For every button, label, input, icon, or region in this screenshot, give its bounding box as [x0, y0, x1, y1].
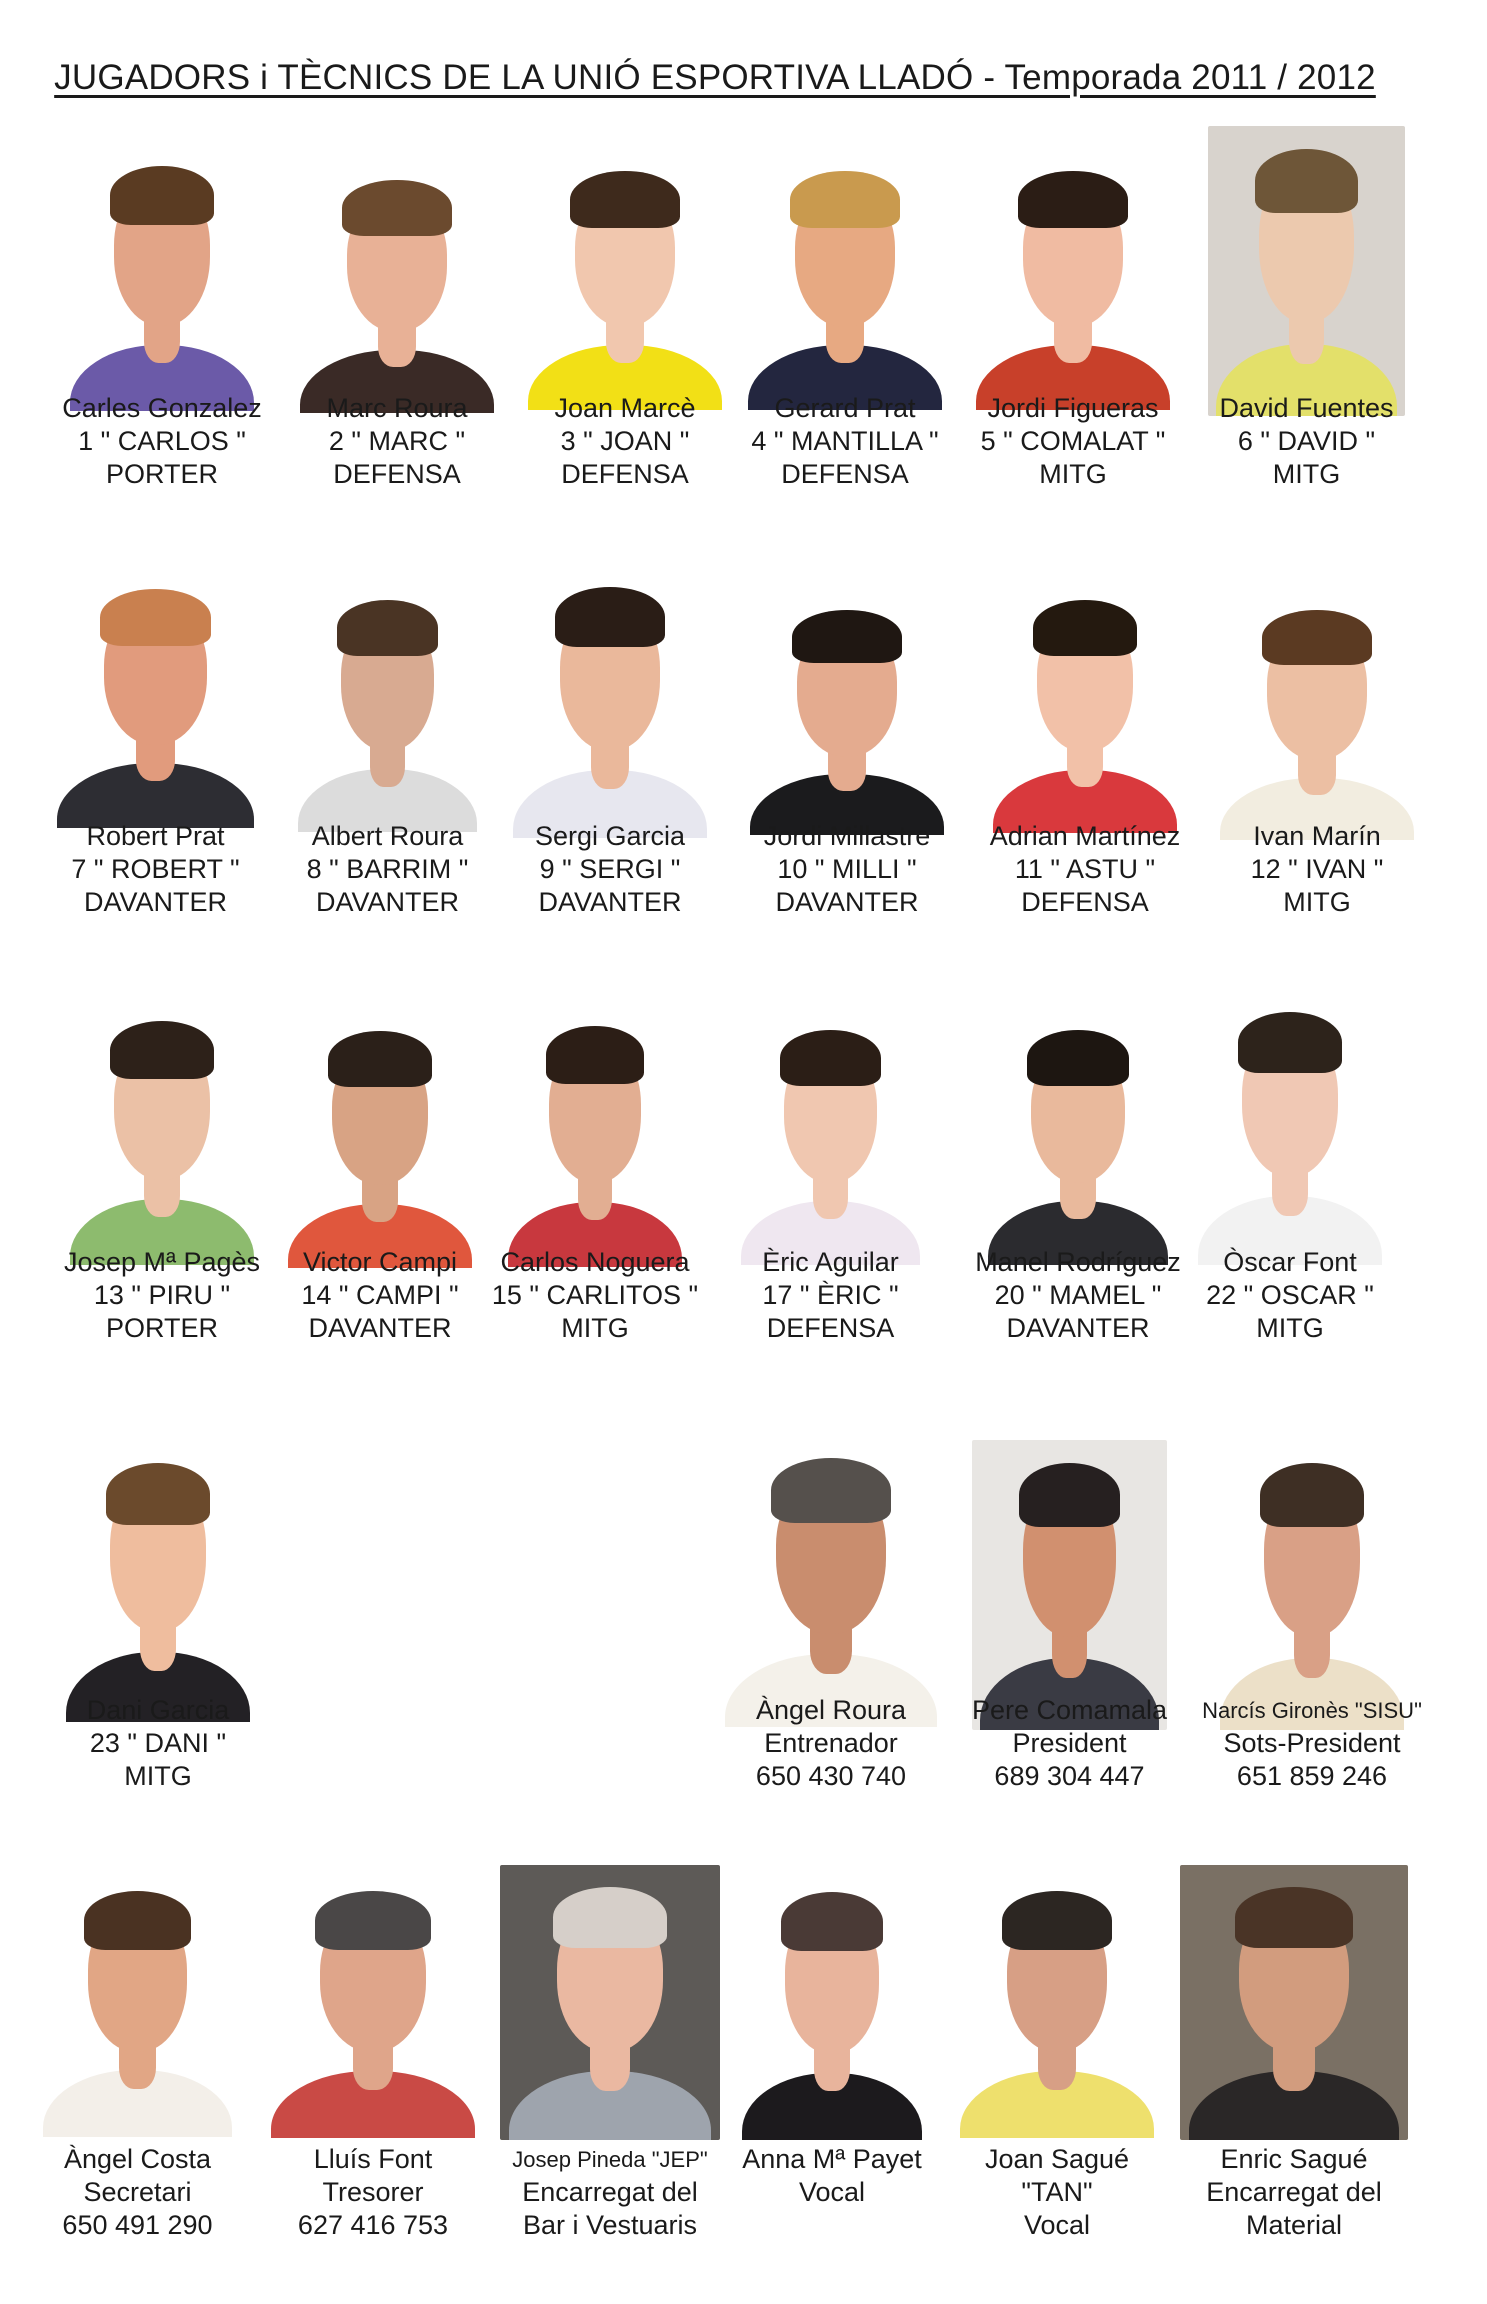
person-caption — [727, 820, 967, 919]
person-caption — [1174, 2143, 1414, 2242]
person-nickname-or-role: 3 " JOAN " — [560, 426, 690, 456]
person-position-or-phone: Vocal — [1023, 2210, 1091, 2240]
person-caption — [42, 1246, 282, 1345]
person-nickname-or-role: 14 " CAMPI " — [301, 1280, 459, 1310]
person-caption — [953, 392, 1193, 491]
person-photo — [292, 160, 502, 413]
person-nickname-or-role: 23 " DANI " — [89, 1728, 227, 1758]
person-name: Albert Roura — [311, 821, 464, 851]
person-photo — [1190, 990, 1390, 1265]
person-nickname-or-role: Sots-President — [1223, 1728, 1401, 1758]
person-photo — [62, 145, 262, 411]
person-nickname-or-role: Secretari — [83, 2177, 192, 2207]
person-name: Àngel Roura — [755, 1695, 907, 1725]
person-photo — [716, 1435, 946, 1727]
person-position-or-phone: MITG — [1283, 887, 1351, 917]
person-caption — [42, 392, 282, 491]
person-nickname-or-role: 1 " CARLOS " — [78, 426, 246, 456]
person-photo — [985, 580, 1185, 833]
person-position-or-phone: MITG — [1272, 459, 1341, 489]
person-nickname-or-role: 22 " OSCAR " — [1206, 1280, 1374, 1310]
person-nickname-or-role: 9 " SERGI " — [539, 854, 681, 884]
person-nickname-or-role: 5 " COMALAT " — [980, 426, 1166, 456]
person-photo — [952, 1870, 1162, 2138]
person-position-or-phone: DEFENSA — [766, 1313, 895, 1343]
person-caption — [937, 2143, 1177, 2242]
person-position-or-phone: MITG — [1256, 1313, 1324, 1343]
person-caption — [268, 820, 508, 919]
person-name: Manel Rodríguez — [975, 1247, 1181, 1277]
person-caption — [965, 820, 1205, 919]
person-photo — [1212, 1440, 1412, 1730]
person-nickname-or-role: 2 " MARC " — [328, 426, 466, 456]
person-photo — [62, 1000, 262, 1265]
person-nickname-or-role: Tresorer — [322, 2177, 424, 2207]
person-nickname-or-role: 7 " ROBERT " — [71, 854, 240, 884]
person-caption — [490, 820, 730, 919]
person-position-or-phone: PORTER — [105, 1313, 219, 1343]
person-position-or-phone: DEFENSA — [781, 459, 909, 489]
person-photo — [500, 1865, 720, 2140]
person-name: Carles Gonzalez — [62, 393, 262, 423]
person-position-or-phone: DAVANTER — [308, 1313, 452, 1343]
person-photo — [1208, 126, 1405, 416]
person-name: Èric Aguilar — [762, 1247, 899, 1277]
person-nickname-or-role: 15 " CARLITOS " — [491, 1280, 699, 1310]
person-name: Narcís Gironès "SISU" — [1202, 1698, 1422, 1723]
person-caption — [38, 1694, 278, 1793]
person-photo — [280, 1010, 480, 1268]
person-position-or-phone: DAVANTER — [538, 887, 682, 917]
person-nickname-or-role: "TAN" — [1021, 2177, 1093, 2207]
person-name: Josep Mª Pagès — [63, 1247, 261, 1277]
person-caption — [277, 392, 517, 491]
person-name: Carlos Noguera — [500, 1247, 690, 1277]
person-photo — [1180, 1865, 1408, 2140]
person-name: Àngel Costa — [63, 2144, 212, 2174]
person-photo — [968, 150, 1178, 410]
person-position-or-phone: MITG — [561, 1313, 629, 1343]
person-caption — [260, 1246, 500, 1345]
person-name: Pere Comamala — [971, 1695, 1168, 1725]
person-name: David Fuentes — [1219, 393, 1394, 423]
person-name: Lluís Font — [313, 2144, 433, 2174]
person-caption — [1192, 1694, 1432, 1793]
person-photo — [742, 590, 952, 835]
person-name: Adrian Martínez — [989, 821, 1181, 851]
person-photo — [290, 580, 485, 832]
person-caption — [711, 1694, 951, 1793]
person-position-or-phone: MITG — [1039, 459, 1107, 489]
person-name: Robert Prat — [86, 821, 225, 851]
person-name: Josep Pineda "JEP" — [512, 2147, 708, 2172]
person-position-or-phone: PORTER — [105, 459, 219, 489]
person-nickname-or-role: 11 " ASTU " — [1014, 854, 1156, 884]
person-photo — [35, 1870, 240, 2137]
person-caption — [490, 2143, 730, 2242]
person-photo — [972, 1440, 1167, 1730]
person-photo — [58, 1440, 258, 1722]
person-photo — [1212, 590, 1422, 840]
person-position-or-phone: Bar i Vestuaris — [522, 2210, 698, 2240]
person-name: Joan Sagué — [984, 2144, 1130, 2174]
person-photo — [500, 1005, 690, 1267]
person-caption — [725, 392, 965, 491]
person-photo — [740, 150, 950, 410]
person-caption — [1197, 820, 1437, 919]
person-name: Dani Garcia — [86, 1695, 230, 1725]
person-caption — [1187, 392, 1427, 491]
person-position-or-phone: MITG — [124, 1761, 192, 1791]
person-position-or-phone: 650 430 740 — [755, 1761, 907, 1791]
person-position-or-phone: DEFENSA — [1021, 887, 1149, 917]
person-nickname-or-role: Entrenador — [764, 1728, 898, 1758]
person-caption — [505, 392, 745, 491]
person-caption — [711, 1246, 951, 1345]
person-nickname-or-role: 13 " PIRU " — [93, 1280, 231, 1310]
person-position-or-phone: DEFENSA — [333, 459, 461, 489]
person-name: Jordi Figueras — [987, 393, 1159, 423]
person-name: Joan Marcè — [554, 393, 696, 423]
person-nickname-or-role: President — [1012, 1728, 1127, 1758]
person-nickname-or-role: Vocal — [798, 2177, 866, 2207]
person-nickname-or-role: 17 " ÈRIC " — [762, 1280, 899, 1310]
person-name: Marc Roura — [326, 393, 468, 423]
person-caption — [253, 2143, 493, 2242]
person-caption — [950, 1694, 1190, 1793]
person-caption — [1170, 1246, 1410, 1345]
person-caption — [36, 820, 276, 919]
person-caption — [18, 2143, 258, 2242]
person-caption — [475, 1246, 715, 1345]
person-nickname-or-role: 12 " IVAN " — [1250, 854, 1384, 884]
person-photo — [980, 1010, 1176, 1265]
person-nickname-or-role: Encarregat del — [1206, 2177, 1382, 2207]
person-name: Victor Campi — [302, 1247, 458, 1277]
person-nickname-or-role: 20 " MAMEL " — [994, 1280, 1162, 1310]
person-nickname-or-role: 4 " MANTILLA " — [751, 426, 939, 456]
person-position-or-phone: 651 859 246 — [1236, 1761, 1388, 1791]
person-position-or-phone: Material — [1245, 2210, 1343, 2240]
person-name: Òscar Font — [1223, 1247, 1357, 1277]
page-title: JUGADORS i TÈCNICS DE LA UNIÓ ESPORTIVA LLADÓ - Temporada 2011 / 2012 — [54, 58, 1376, 97]
person-position-or-phone: DAVANTER — [315, 887, 459, 917]
person-position-or-phone: 650 491 290 — [62, 2210, 213, 2240]
person-photo — [48, 568, 263, 828]
person-name: Ivan Marín — [1253, 821, 1381, 851]
person-nickname-or-role: 6 " DAVID " — [1237, 426, 1376, 456]
person-caption — [958, 1246, 1198, 1345]
person-photo — [734, 1870, 930, 2140]
person-nickname-or-role: 8 " BARRIM " — [306, 854, 469, 884]
person-position-or-phone: DAVANTER — [1006, 1313, 1150, 1343]
person-position-or-phone: 689 304 447 — [994, 1761, 1145, 1791]
person-photo — [262, 1870, 484, 2138]
person-name: Jordi Millastre — [763, 821, 931, 851]
person-name: Anna Mª Payet — [742, 2144, 922, 2174]
person-caption — [712, 2143, 952, 2209]
person-photo — [505, 565, 715, 838]
person-nickname-or-role: 10 " MILLI " — [777, 854, 917, 884]
person-photo — [733, 1010, 928, 1265]
person-name: Sergi Garcia — [534, 821, 686, 851]
person-name: Gerard Prat — [774, 393, 916, 423]
person-position-or-phone: DEFENSA — [561, 459, 689, 489]
person-photo — [520, 150, 730, 410]
person-nickname-or-role: Encarregat del — [522, 2177, 698, 2207]
person-position-or-phone: DAVANTER — [83, 887, 227, 917]
person-position-or-phone: DAVANTER — [775, 887, 919, 917]
person-name: Enric Sagué — [1220, 2144, 1368, 2174]
person-position-or-phone: 627 416 753 — [297, 2210, 449, 2240]
